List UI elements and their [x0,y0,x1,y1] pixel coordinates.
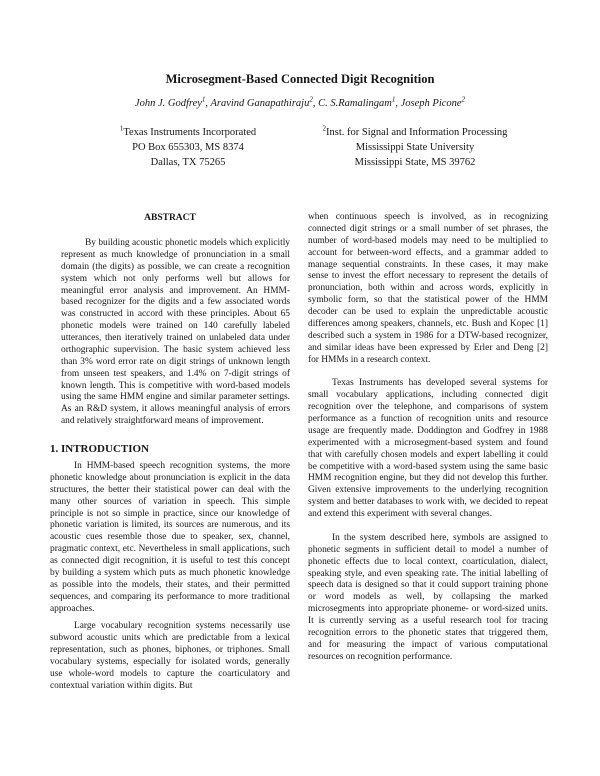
author-name: Aravind Ganapathiraju [210,98,310,109]
author-name: John J. Godfrey [134,98,202,109]
abstract-heading: ABSTRACT [144,213,196,223]
affiliation-mark: 2 [322,124,327,133]
author-name: Joseph Picone [400,98,462,109]
affiliation-line: Mississippi State, MS 39762 [354,157,476,168]
affiliation-line [98,125,278,140]
affiliation-mark: 1 [119,124,124,133]
section-heading: 1. INTRODUCTION [50,443,150,455]
abstract-text: By building acoustic phonetic models which explicitly represent as much knowledge of pronunciation in a small domain (the digits) as possible, we can create a recognition system which not only performs well but allows for meaningful error analysis and improvement. An HMM-based recognizer for the digits and a few associated words was constructed in accord with these principles. About 65 phonetic models were trained on 140 carefully labeled utterances, then iteratively trained on unlabeled data under orthographic supervision. The basic system achieved less than 3% word error rate on digit strings of unknown length from unseen test speakers, and 1.4% on 7-digit strings of known length. This is competitive with word-based models using the same HMM engine and similar parameter settings. As an R&D system, it allows meaningful analysis of errors and relatively straightforward means of improvement. [61,238,290,427]
affiliation-name: Inst. for Signal and Information Processing [326,127,508,138]
introduction-section [50,443,290,693]
affiliation-line: Dallas, TX 75265 [150,157,226,168]
author-list [0,95,600,109]
author-separator: , [312,98,319,109]
author-affiliation-mark: 1 [201,95,206,104]
author-affiliation-mark: 2 [309,95,313,104]
author-affiliation-mark: 1 [391,95,396,104]
author-affiliation-mark: 2 [461,95,466,104]
affiliation-line: Mississippi State University [355,142,475,153]
affiliation-line: PO Box 655303, MS 8374 [132,142,244,153]
affiliation-2 [300,125,530,170]
affiliation-1 [98,125,278,170]
body-paragraph: In HMM-based speech recognition systems, the more phonetic knowledge about pronunciation is explicit in the data structures, the better their statistical power can deal with the many other sources of variation in speech. This simple principle is not so simple in practice, since our knowledge of phonetic variation is limited, its sources are numerous, and its acoustic cues resemble those due to speaker, sex, channel, pragmatic context, etc. Nevertheless in small applications, such as connected digit recognition, it is useful to test this concept by building a system which puts as much phonetic knowledge as possible into the models, their states, and their permitted sequences, and comparing its performance to more traditional approaches. [50,461,290,614]
affiliation-line [300,125,530,140]
body-paragraph: In the system described here, symbols are assigned to phonetic segments in sufficient detail to model a number of phonetic effects due to local context, coarticulation, dialect, speaking style, and even speaking rate. The initial labelling of speech data is designed so that it could support training phone or word models as well, by collapsing the marked microsegments into appropriate phoneme- or word-sized units. It is currently serving as a useful research tool for tracing recognition errors to the phonetic states that triggered them, and for measuring the impact of various computational resources on recognition performance. [308,532,548,662]
body-paragraph: Large vocabulary recognition systems necessarily use subword acoustic units which are predictable from a lexical representation, such as phones, biphones, or triphones. Small vocabulary systems, especially for isolated words, generally use whole-word models to capture the coarticulatory and contextual variation within digits. But [50,621,290,691]
author-name: C. S.Ramalingam [318,98,392,109]
affiliation-name: Texas Instruments Incorporated [123,127,257,138]
right-column [308,212,548,664]
abstract-section [50,212,290,428]
body-paragraph-continued: when continuous speech is involved, as in recognizing connected digit strings or a small number of set phrases, the number of word-based models may need to be multiplied to account for between-word effects, and a grammar added to manage sequential constraints. In these cases, it may make sense to invest the effort necessary to represent the details of pronunciation, both within and across words, explicitly in symbolic form, so that the statistical power of the HMM decoder can be used to explain the unpredictable acoustic differences among speakers, channels, etc. Bush and Kopec [1] described such a system in 1986 for a DTW-based recognizer, and similar ideas have been expressed by Erler and Deng [2] for HMMs in a research context. [308,212,548,365]
paper-title: Microsegment-Based Connected Digit Recognition [165,72,435,86]
author-separator: , [395,98,401,109]
author-separator: , [205,98,211,109]
left-column [50,212,290,693]
body-paragraph: Texas Instruments has developed several systems for small vocabulary applications, including connected digit recognition over the telephone, and comparisons of system performance as a function of recognition units and resource usage are frequently made. Doddington and Godfrey in 1988 experimented with a microsegment-based system and found that with carefully chosen models and expert labelling it could be competitive with a word-based system using the same basic HMM recognition engine, but they did not develop this further. Given extensive improvements to the underlying recognition system and better databases to work with, we decided to repeat and extend this experiment with several changes. [308,378,548,519]
